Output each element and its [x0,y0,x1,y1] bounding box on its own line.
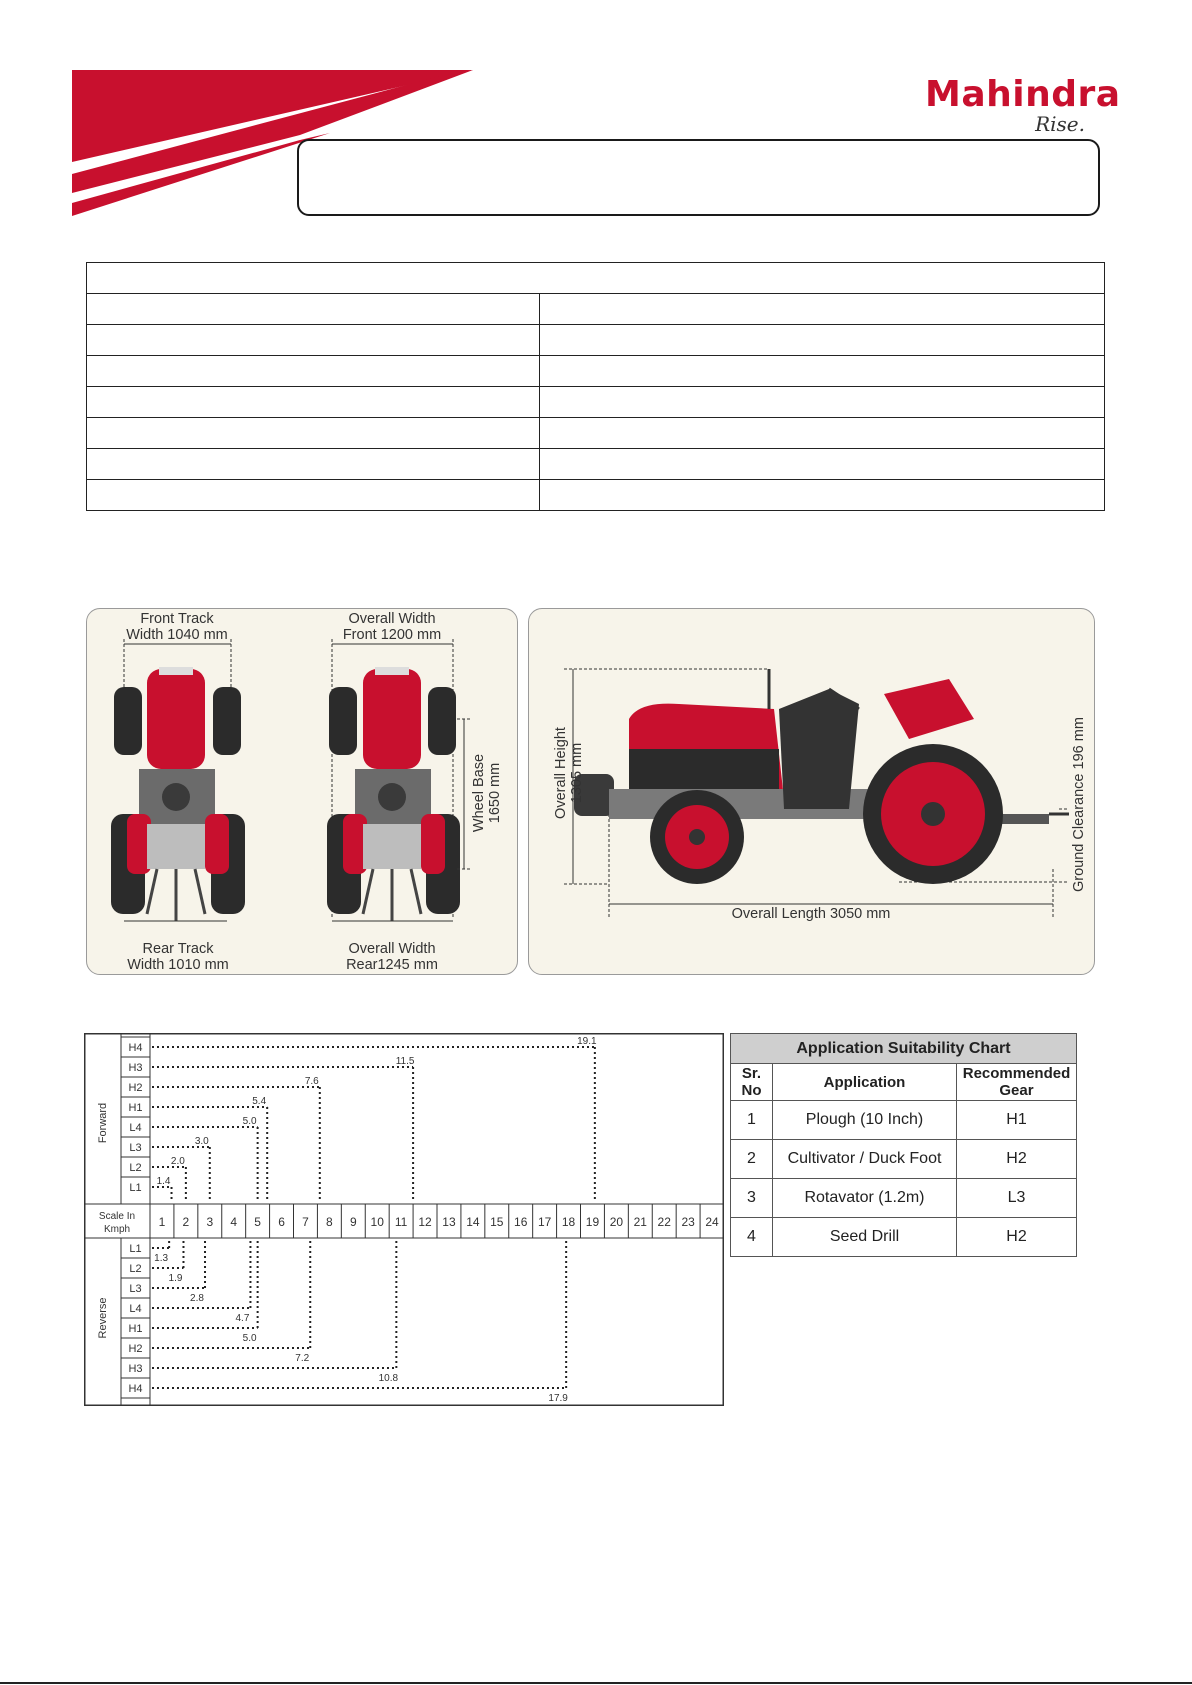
overall-width-front-line2: Front 1200 mm [342,627,442,643]
forward-speed-value-L1: 1.4 [156,1176,171,1187]
app-table-title: Application Suitability Chart [731,1034,1077,1064]
scale-label-line1: Scale In [98,1211,136,1222]
sr-cell: 2 [731,1140,773,1179]
logo-tagline: Rise. [1035,112,1085,136]
sr-cell: 3 [731,1179,773,1218]
scale-tick-7: 7 [302,1215,309,1229]
reverse-label: Reverse [97,1297,109,1339]
ground-clearance-label: Ground Clearance 196 mm [1071,717,1087,892]
forward-gear-H1: H1 [128,1102,143,1114]
reverse-gear-L2: L2 [129,1263,142,1275]
table-row [731,1179,1077,1218]
table-cell [540,325,1105,356]
overall-width-rear-line1: Overall Width [348,941,436,957]
front-track-line1: Front Track [140,611,214,627]
forward-gear-L2: L2 [129,1162,142,1174]
table-cell [87,387,540,418]
table-cell [540,387,1105,418]
forward-speed-value-L3: 3.0 [194,1136,209,1147]
rear-track-line2: Width 1010 mm [127,957,229,973]
logo-wordmark: Mahindra [925,74,1121,115]
table-cell [540,449,1105,480]
app-table-title-row [731,1034,1077,1064]
wheel-base-line2: 1650 mm [487,762,503,824]
scale-tick-24: 24 [705,1215,719,1229]
tractor-top-view-left [111,639,245,921]
spec-table [86,262,1105,511]
overall-width-front-line1: Overall Width [348,611,436,627]
top-view-dimensions-panel [86,608,518,975]
scale-tick-9: 9 [349,1215,357,1229]
scale-tick-15: 15 [490,1215,504,1229]
scale-tick-18: 18 [561,1215,576,1229]
scale-tick-1: 1 [158,1215,166,1229]
forward-speed-value-L2: 2.0 [170,1156,185,1167]
scale-label-line2: Kmph [103,1224,131,1235]
forward-speed-value-H3: 11.5 [395,1056,415,1067]
forward-gear-H2: H2 [128,1082,143,1094]
recommended-gear-header [957,1064,1077,1101]
app-table-header-row [731,1064,1077,1101]
table-cell [87,480,540,511]
table-cell [87,418,540,449]
table-row [87,449,1105,480]
application-suitability-table [730,1033,1077,1257]
table-cell [87,449,540,480]
title-box [297,139,1100,216]
scale-tick-19: 19 [585,1215,600,1229]
scale-tick-11: 11 [394,1215,408,1229]
forward-label: Forward [97,1102,109,1144]
front-track-line2: Width 1040 mm [126,627,228,643]
forward-speed-value-H4: 19.1 [577,1036,597,1047]
rear-track-line1: Rear Track [142,941,214,957]
reverse-gear-H4: H4 [128,1383,143,1395]
overall-length-label: Overall Length 3050 mm [731,906,891,922]
gear-cell: H2 [957,1218,1077,1257]
scale-tick-14: 14 [466,1215,480,1229]
reverse-gear-L1: L1 [129,1243,142,1255]
overall-height-line1: Overall Height [553,727,569,819]
overall-height-label [553,723,585,823]
reverse-speed-value-L3: 2.8 [190,1293,204,1304]
sr-header-line2: No [741,1082,762,1099]
application-cell: Plough (10 Inch) [773,1101,957,1140]
table-row [731,1218,1077,1257]
reverse-speed-value-L2: 1.9 [168,1273,183,1284]
table-row [87,480,1105,511]
scale-tick-10: 10 [370,1215,384,1229]
forward-gear-L3: L3 [129,1142,142,1154]
mahindra-logo [925,74,1121,136]
sr-cell: 4 [731,1218,773,1257]
table-cell [540,418,1105,449]
overall-width-rear-label [327,941,457,973]
table-row [731,1101,1077,1140]
scale-tick-16: 16 [514,1215,528,1229]
reverse-speed-value-H3: 10.8 [378,1373,399,1384]
reverse-gear-H2: H2 [128,1343,143,1355]
overall-width-rear-line2: Rear1245 mm [346,957,438,973]
gear-speed-chart [84,1033,724,1406]
table-row [87,418,1105,449]
table-row [87,356,1105,387]
reverse-speed-value-L4: 4.7 [235,1313,250,1324]
scale-tick-3: 3 [206,1215,214,1229]
wheel-base-label [471,745,503,841]
scale-tick-17: 17 [537,1215,552,1229]
front-track-label [117,611,237,643]
wheel-base-line1: Wheel Base [471,753,487,833]
scale-tick-5: 5 [254,1215,261,1229]
scale-tick-20: 20 [609,1215,624,1229]
gear-header-line2: Gear [999,1082,1034,1099]
reverse-speed-value-H1: 5.0 [242,1333,257,1344]
application-header: Application [773,1064,957,1101]
forward-gear-L1: L1 [129,1182,142,1194]
top-view-tractor-illustration [87,609,519,976]
reverse-speed-value-H4: 17.9 [548,1393,568,1404]
gear-cell: H1 [957,1101,1077,1140]
scale-tick-12: 12 [418,1215,432,1229]
table-cell [540,294,1105,325]
scale-tick-8: 8 [326,1215,333,1229]
rear-track-label [115,941,241,973]
forward-gear-H3: H3 [128,1062,143,1074]
scale-tick-23: 23 [681,1215,695,1229]
spec-table-header-cell [87,263,1105,294]
reverse-speed-value-H2: 7.2 [295,1353,310,1364]
side-view-dimensions-panel [528,608,1095,975]
scale-tick-21: 21 [633,1215,647,1229]
overall-width-front-label [327,611,457,643]
bottom-rule [0,1682,1192,1684]
gear-header-line1: Recommended [962,1065,1071,1082]
reverse-gear-H1: H1 [128,1323,143,1335]
table-cell [87,356,540,387]
table-cell [540,480,1105,511]
table-row [87,325,1105,356]
table-row [87,387,1105,418]
table-row [731,1140,1077,1179]
forward-speed-value-L4: 5.0 [242,1116,257,1127]
scale-tick-2: 2 [182,1215,190,1229]
table-row [87,294,1105,325]
overall-height-line2: 1305 mm [569,742,585,804]
scale-tick-22: 22 [657,1215,671,1229]
scale-tick-13: 13 [442,1215,456,1229]
sr-header-line1: Sr. [741,1065,762,1082]
application-cell: Cultivator / Duck Foot [773,1140,957,1179]
application-cell: Rotavator (1.2m) [773,1179,957,1218]
sr-cell: 1 [731,1101,773,1140]
spec-table-header-row [87,263,1105,294]
table-cell [87,325,540,356]
scale-tick-6: 6 [278,1215,285,1229]
reverse-gear-L4: L4 [129,1303,142,1315]
reverse-speed-value-L1: 1.3 [154,1253,169,1264]
tractor-top-view-right [327,639,471,921]
table-cell [540,356,1105,387]
scale-tick-4: 4 [230,1215,238,1229]
reverse-gear-L3: L3 [129,1283,142,1295]
gear-cell: L3 [957,1179,1077,1218]
forward-speed-value-H2: 7.6 [304,1076,319,1087]
sr-no-header [731,1064,773,1101]
forward-gear-H4: H4 [128,1042,143,1054]
gear-cell: H2 [957,1140,1077,1179]
forward-speed-value-H1: 5.4 [252,1096,267,1107]
reverse-gear-H3: H3 [128,1363,143,1375]
table-cell [87,294,540,325]
forward-gear-L4: L4 [129,1122,142,1134]
application-cell: Seed Drill [773,1218,957,1257]
